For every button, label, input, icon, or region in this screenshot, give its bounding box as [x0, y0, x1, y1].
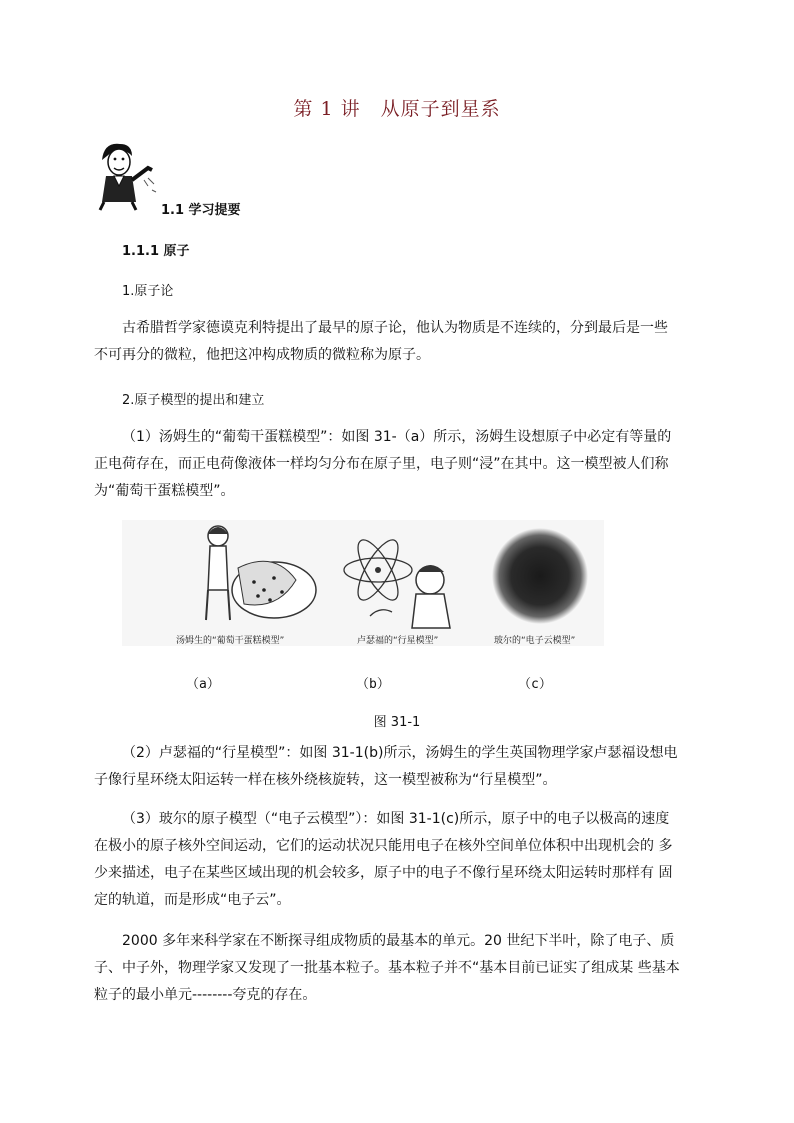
- thomson-model-image: [178, 520, 318, 630]
- paragraph-bohr-model: （3）玻尔的原子模型（“电子云模型”）：如图 31-1(c)所示，原子中的电子以极高的速度在极小的原子核外空间运动，它们的运动状况只能用电子在核外空间单位体积中出现机会的 多少来描述，电子在某些区域出现的机会较多，原子中的电子不像行星环绕太阳运转时那样有 固定的轨道，而是形成“电子云”。: [94, 811, 673, 908]
- paragraph-elementary-particles: 2000 多年来科学家在不断探寻组成物质的最基本的单元。20 世纪下半叶，除了电子、质子、中子外，物理学家又发现了一批基本粒子。基本粒子并不“基本目前已证实了组成某 些基本粒子的最小单元--------夸克的存在。: [94, 933, 680, 1003]
- rutherford-model-image: [340, 520, 470, 630]
- figure-label-b: 卢瑟福的“行星模型”: [357, 636, 439, 646]
- caption-a: （a）: [186, 677, 220, 692]
- figure-label-a: 汤姆生的“葡萄干蛋糕模型”: [176, 636, 285, 646]
- figure-label-c: 玻尔的“电子云模型”: [494, 636, 576, 646]
- figure-title: 图 31-1: [373, 715, 421, 730]
- caption-c: （c）: [518, 677, 552, 692]
- caption-b: （b）: [356, 677, 390, 692]
- paragraph-rutherford-model: （2）卢瑟福的“行星模型”：如图 31-1(b)所示，汤姆生的学生英国物理学家卢瑟福设想电子像行星环绕太阳运转一样在核外绕核旋转，这一模型被称为“行星模型”。: [94, 745, 678, 788]
- paragraph-atom-theory: 古希腊哲学家德谟克利特提出了最早的原子论，他认为物质是不连续的，分到最后是一些不可再分的微粒，他把这冲构成物质的微粒称为原子。: [94, 320, 668, 363]
- paragraph-thomson-model: （1）汤姆生的“葡萄干蛋糕模型”：如图 31-（a）所示，汤姆生设想原子中必定有等量的正电荷存在，而正电荷像液体一样均匀分布在原子里，电子则“浸”在其中。这一模型被人们称为“葡萄干蛋糕模型”。: [94, 429, 672, 499]
- subsection-heading: 1.1.1 原子: [122, 244, 190, 259]
- section-heading: 1.1 学习提要: [161, 203, 241, 218]
- bohr-electron-cloud-image: [486, 522, 594, 630]
- item1-heading: 1.原子论: [122, 284, 174, 299]
- page-title: 第 1 讲 从原子到星系: [293, 98, 501, 120]
- item2-heading: 2.原子模型的提出和建立: [122, 393, 265, 408]
- teacher-illustration: [92, 140, 162, 212]
